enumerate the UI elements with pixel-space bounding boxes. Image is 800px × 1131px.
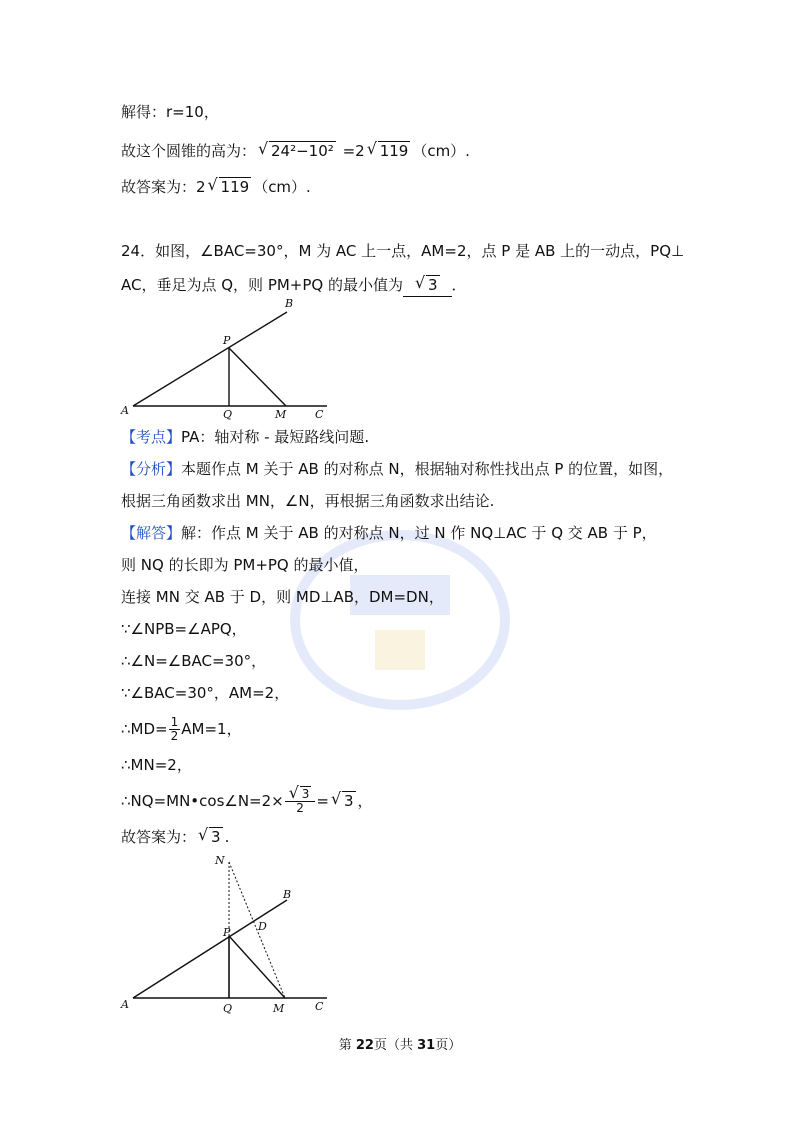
line-ab [133,900,287,998]
solution-line-1 [121,101,219,123]
radicand: 3 [301,787,310,801]
solution-text: 故答案为：2 [121,178,206,196]
label-b: B [283,888,292,901]
label-a: A [121,998,129,1011]
jieda-line-4 [121,618,247,640]
question-text: AC，垂足为点 Q，则 PM+PQ 的最小值为 [121,276,403,294]
solution-line-3 [121,176,311,198]
figure-2-diagram [115,848,345,1018]
jieda-text: 则 NQ 的长即为 PM+PQ 的最小值， [121,556,369,574]
fraction-denominator: 2 [170,729,179,743]
label-p: P [223,926,231,939]
jieda-line-6 [121,682,289,704]
sqrt-expression [367,140,411,162]
footer-text: 第 [338,1038,356,1053]
kaodian-text: PA：轴对称 - 最短路线问题. [181,428,370,446]
fraction-denominator: 2 [296,801,304,815]
total-page-count: 31 [417,1038,436,1053]
question-line-1 [121,240,684,262]
label-c: C [315,1000,324,1013]
line-pm [229,348,286,406]
radicand: 3 [211,828,221,846]
label-d: D [258,920,267,933]
sqrt-expression [198,826,223,848]
jieda-text: ∴NQ=MN•cos∠N=2× [121,792,284,810]
jieda-text: AM=1， [181,720,242,738]
answer-blank [403,274,452,297]
page-footer [0,1034,800,1053]
label-m: M [275,408,287,421]
fraction-numerator: 1 [170,715,179,729]
footer-text: 页（共 [373,1038,418,1053]
current-page-number: 22 [355,1038,374,1053]
jieda-line-5 [121,650,266,672]
solution-text: （cm）. [412,142,470,160]
jieda-text: ∵∠BAC=30°，AM=2， [121,684,290,702]
fenxi-tag: 【分析】 [121,460,182,478]
label-m: M [273,1002,285,1015]
jieda-text: 解：作点 M 关于 AB 的对称点 N，过 N 作 NQ⊥AC 于 Q 交 AB 于 P， [181,524,657,542]
radicand: 3 [343,792,354,810]
jieda-line-2 [121,554,369,576]
label-a: A [121,404,129,417]
jieda-text: ， [357,792,373,810]
jieda-line-7 [121,714,242,744]
jieda-line-8 [121,754,192,776]
sqrt-expression [258,140,336,162]
jieda-text: ∵∠NPB=∠APQ， [121,620,247,638]
watermark-logo [280,520,520,720]
final-answer-line [121,826,229,848]
jieda-text: ∴∠N=∠BAC=30°， [121,652,267,670]
fenxi-line-2 [121,490,494,512]
label-q: Q [223,408,233,421]
fraction [169,716,181,743]
final-answer-text: . [224,828,230,846]
radicand: 3 [428,276,438,294]
jieda-tag: 【解答】 [121,524,182,542]
solution-text: 解得：r=10， [121,103,219,121]
radicand: 119 [379,142,409,160]
fraction [285,788,316,815]
solution-text: =2 [337,142,365,160]
figure-1-diagram [115,292,345,422]
jieda-text: ∴MN=2， [121,756,192,774]
solution-text: 故这个圆锥的高为： [121,142,257,160]
label-b: B [285,297,294,310]
jieda-text: 连接 MN 交 AB 于 D，则 MD⊥AB，DM=DN， [121,588,444,606]
final-answer-text: 故答案为： [121,828,197,846]
label-n: N [215,854,225,867]
solution-line-2 [121,140,470,162]
label-q: Q [223,1002,233,1015]
kaodian-line [121,426,369,448]
radicand: 119 [220,178,250,196]
question-text: ． [451,276,467,294]
footer-text: 页） [435,1038,462,1053]
sqrt-expression [208,176,252,198]
label-p: P [223,334,231,347]
fraction-numerator [285,788,316,802]
fenxi-text: 根据三角函数求出 MN，∠N，再根据三角函数求出结论. [121,492,495,510]
fenxi-line-1 [121,458,673,480]
jieda-line-3 [121,586,444,608]
solution-text: （cm）. [253,178,311,196]
jieda-text: ∴MD= [121,720,168,738]
jieda-line-9 [121,784,373,818]
fenxi-text: 本题作点 M 关于 AB 的对称点 N，根据轴对称性找出点 P 的位置，如图， [181,460,674,478]
line-nm-dotted [229,862,285,998]
question-text: 24．如图，∠BAC=30°，M 为 AC 上一点，AM=2，点 P 是 AB 上的一动点，PQ⊥ [121,242,685,260]
jieda-text: = [316,792,329,810]
line-pm [229,936,285,998]
jieda-line-1 [121,522,657,544]
kaodian-tag: 【考点】 [121,428,182,446]
radicand: 24²−10² [271,142,334,160]
line-ab [133,312,287,406]
label-c: C [315,408,324,421]
sqrt-expression [331,784,356,818]
